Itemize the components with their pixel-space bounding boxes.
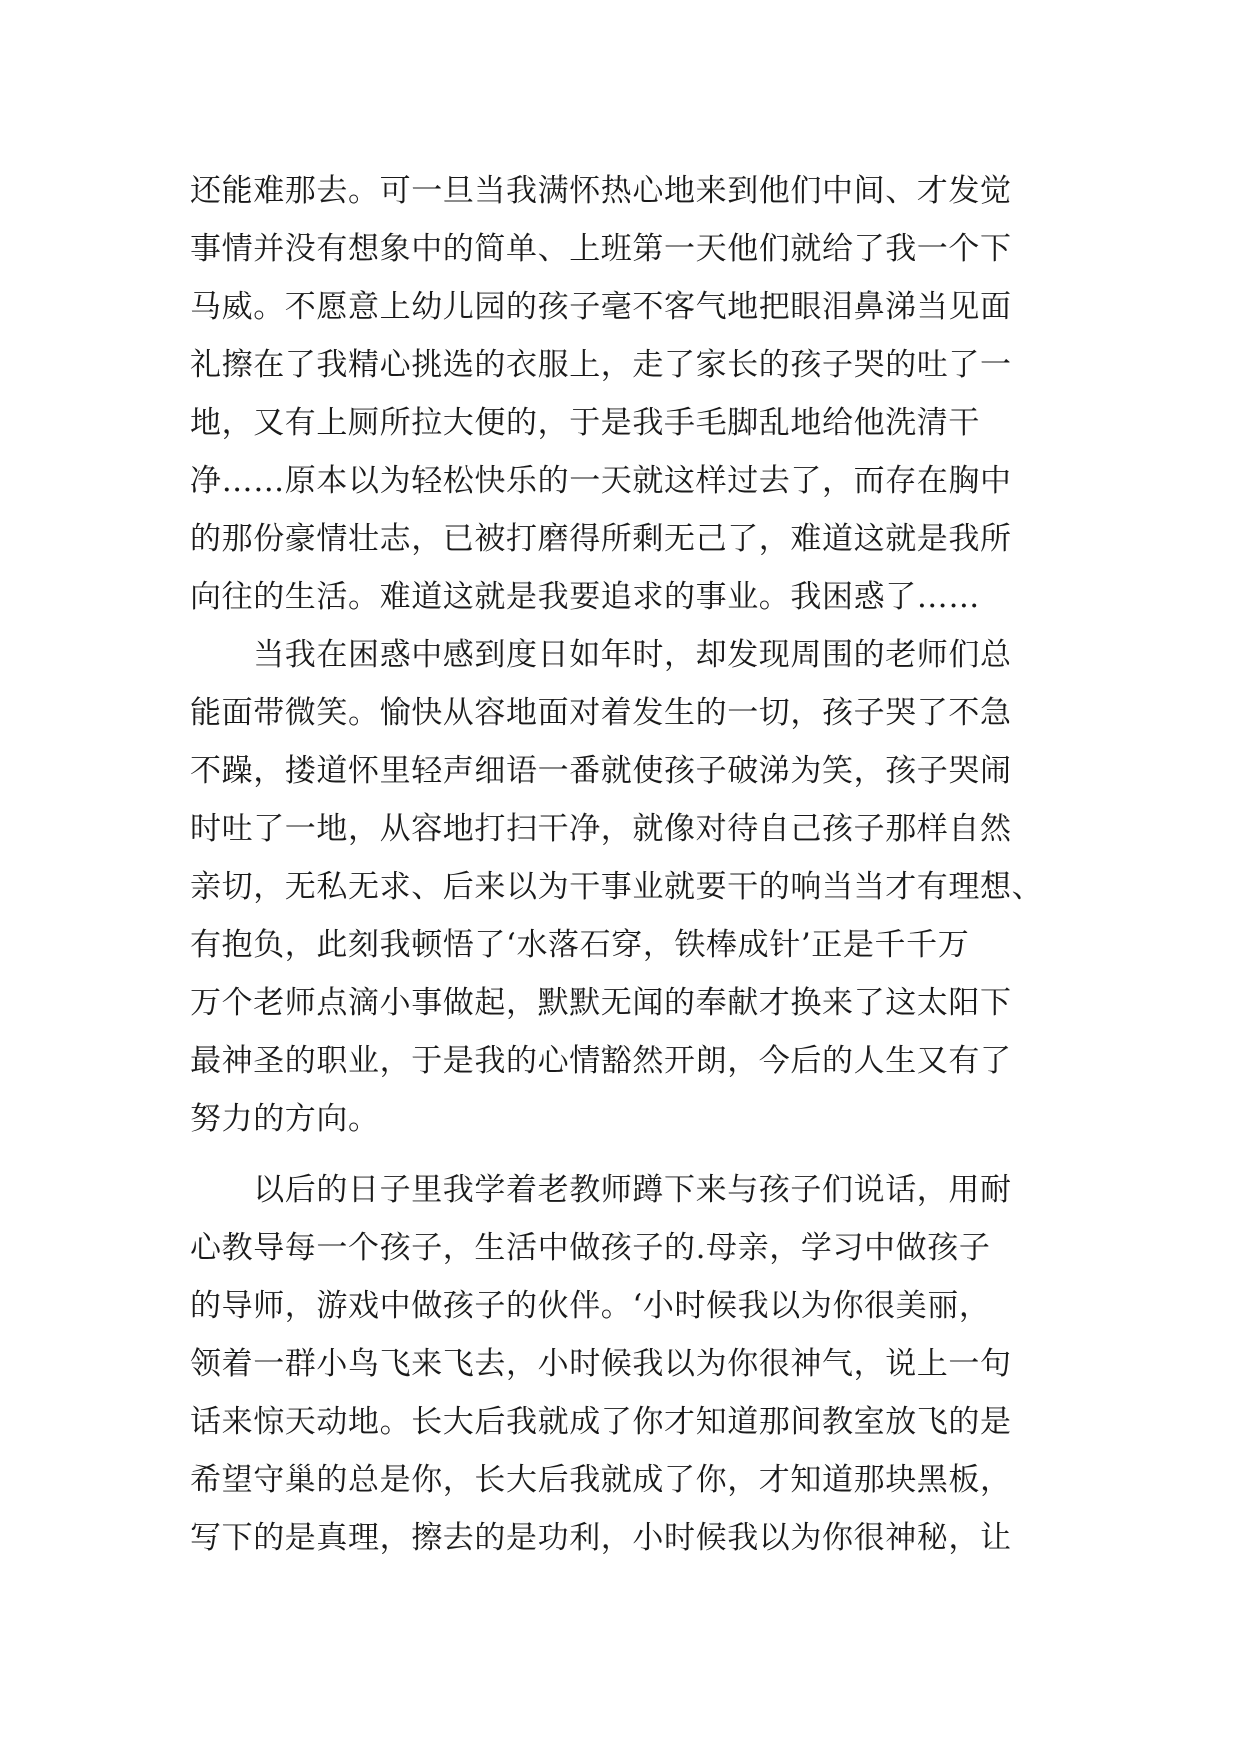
text-line: 当我在困惑中感到度日如年时，却发现周围的老师们总 bbox=[190, 637, 1012, 673]
text-line: 事情并没有想象中的简单、上班第一天他们就给了我一个下 bbox=[190, 231, 1012, 267]
text-line: 时吐了一地，从容地打扫干净，就像对待自己孩子那样自然 bbox=[190, 811, 1012, 847]
text-line: 能面带微笑。愉快从容地面对着发生的一切，孩子哭了不急 bbox=[190, 695, 1012, 731]
text-line: 亲切，无私无求、后来以为干事业就要干的响当当才有理想、 bbox=[190, 869, 1044, 905]
text-line: 的导师，游戏中做孩子的伙伴。‘小时候我以为你很美丽， bbox=[190, 1288, 991, 1324]
text-line: 万个老师点滴小事做起，默默无闻的奉献才换来了这太阳下 bbox=[190, 985, 1012, 1021]
text-line: 地，又有上厕所拉大便的，于是我手毛脚乱地给他洗清干 bbox=[190, 405, 980, 441]
paragraph-3 bbox=[190, 1161, 1070, 1567]
text-line: 不躁，搂道怀里轻声细语一番就使孩子破涕为笑，孩子哭闹 bbox=[190, 753, 1012, 789]
paragraph-2 bbox=[190, 626, 1070, 1148]
body-text bbox=[190, 162, 1070, 1567]
text-line: 净……原本以为轻松快乐的一天就这样过去了，而存在胸中 bbox=[190, 463, 1012, 499]
text-line: 还能难那去。可一旦当我满怀热心地来到他们中间、才发觉 bbox=[190, 173, 1012, 209]
text-line: 向往的生活。难道这就是我要追求的事业。我困惑了…… bbox=[190, 579, 980, 615]
text-line: 马威。不愿意上幼儿园的孩子毫不客气地把眼泪鼻涕当见面 bbox=[190, 289, 1012, 325]
text-line: 礼擦在了我精心挑选的衣服上，走了家长的孩子哭的吐了一 bbox=[190, 347, 1012, 383]
text-line: 写下的是真理，擦去的是功利，小时候我以为你很神秘，让 bbox=[190, 1520, 1012, 1556]
text-line: 努力的方向。 bbox=[190, 1101, 380, 1137]
text-line: 的那份豪情壮志，已被打磨得所剩无己了，难道这就是我所 bbox=[190, 521, 1012, 557]
paragraph-1 bbox=[190, 162, 1070, 626]
text-line: 希望守巢的总是你，长大后我就成了你，才知道那块黑板， bbox=[190, 1462, 1012, 1498]
text-line: 心教导每一个孩子，生活中做孩子的.母亲，学习中做孩子 bbox=[190, 1230, 991, 1266]
text-line: 领着一群小鸟飞来飞去，小时候我以为你很神气，说上一句 bbox=[190, 1346, 1012, 1382]
text-line: 有抱负，此刻我顿悟了‘水落石穿，铁棒成针’正是千千万 bbox=[190, 927, 970, 963]
text-line: 话来惊天动地。长大后我就成了你才知道那间教室放飞的是 bbox=[190, 1404, 1012, 1440]
paragraph-spacing bbox=[190, 1148, 1070, 1161]
text-line: 最神圣的职业，于是我的心情豁然开朗，今后的人生又有了 bbox=[190, 1043, 1012, 1079]
text-line: 以后的日子里我学着老教师蹲下来与孩子们说话，用耐 bbox=[190, 1172, 1012, 1208]
